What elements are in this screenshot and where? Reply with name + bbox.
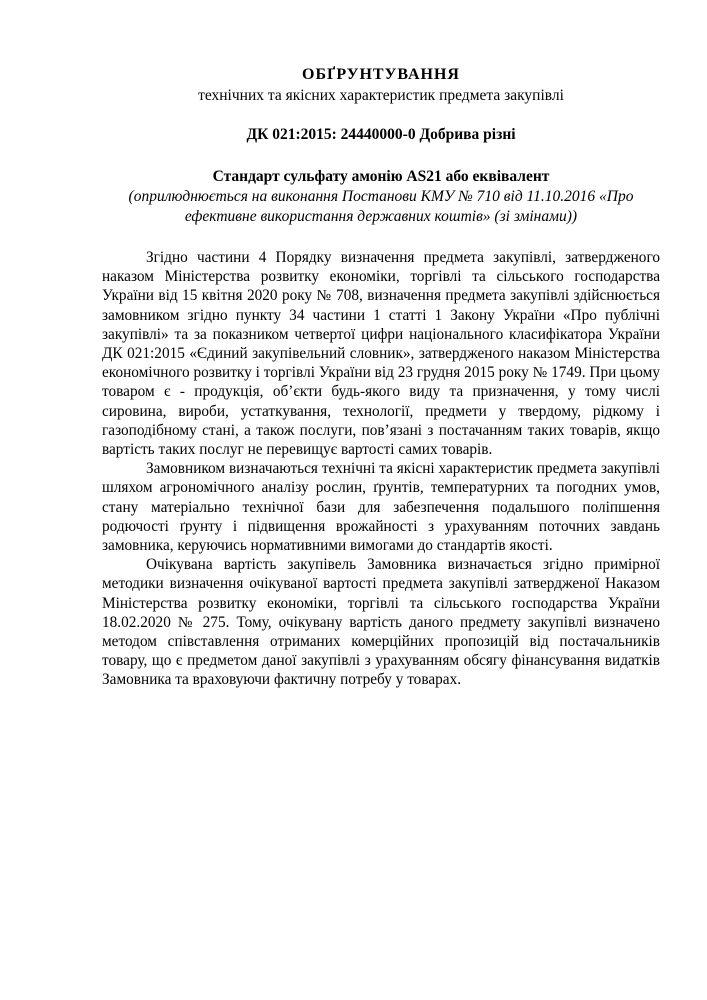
- paragraph-expected-cost: Очікувана вартість закупівель Замовника визначається згідно примірної методики визначення очікуваної вартості предмета закупівлі затвердженої Наказом Міністерства розвитку економіки, торгівлі та сільського господарства України 18.02.2020 № 275. Тому, очікувану вартість даного предмету закупівлі визначено методом співставлення отриманих комерційних пропозицій від постачальників товару, що є предметом даної закупівлі з урахуванням обсягу фінансування видатків Замовника та враховуючи фактичну потребу у товарах.: [102, 556, 660, 689]
- document-body: [102, 248, 660, 690]
- document-content: [102, 64, 660, 690]
- paragraph-characteristics: Замовником визначаються технічні та якісні характеристик предмета закупівлі шляхом агрономічного аналізу рослин, ґрунтів, температурних та погодних умов, стану матеріально технічної бази для забезпечення подальшого поліпшення родючості ґрунту і підвищення врожайності з урахуванням поточних завдань замовника, керуючись нормативними вимогами до стандартів якості.: [102, 460, 660, 555]
- product-standard: Стандарт сульфату амонію AS21 або еквівалент: [212, 168, 550, 185]
- paragraph-procedure: Згідно частини 4 Порядку визначення предмета закупівлі, затвердженого наказом Міністерства розвитку економіки, торгівлі та сільського господарства України від 15 квітня 2020 року № 708, визначення предмета закупівлі здійснюється замовником згідно пункту 34 частини 1 статті 1 Закону України «Про публічні закупівлі» та за показником четвертої цифри національного класифікатора України ДК 021:2015 «Єдиний закупівельний словник», затвердженого наказом Міністерства економічного розвитку і торгівлі України від 23 грудня 2015 року № 1749. При цьому товаром є - продукція, об’єкти будь-якого виду та призначення, у тому числі сировина, вироби, устаткування, технології, предмети у твердому, рідкому і газоподібному стані, а також послуги, пов’язані з постачанням таких товарів, якщо вартість таких послуг не перевищує вартості самих товарів.: [102, 249, 660, 459]
- document-title: ОБҐРУНТУВАННЯ: [302, 66, 460, 83]
- document-subtitle: технічних та якісних характеристик предмета закупівлі: [198, 87, 564, 104]
- classifier-code: ДК 021:2015: 24440000-0 Добрива різні: [246, 126, 516, 143]
- publication-note: (оприлюднюється на виконання Постанови КМУ № 710 від 11.10.2016 «Про ефективне використання державних коштів» (зі змінами)): [128, 188, 634, 225]
